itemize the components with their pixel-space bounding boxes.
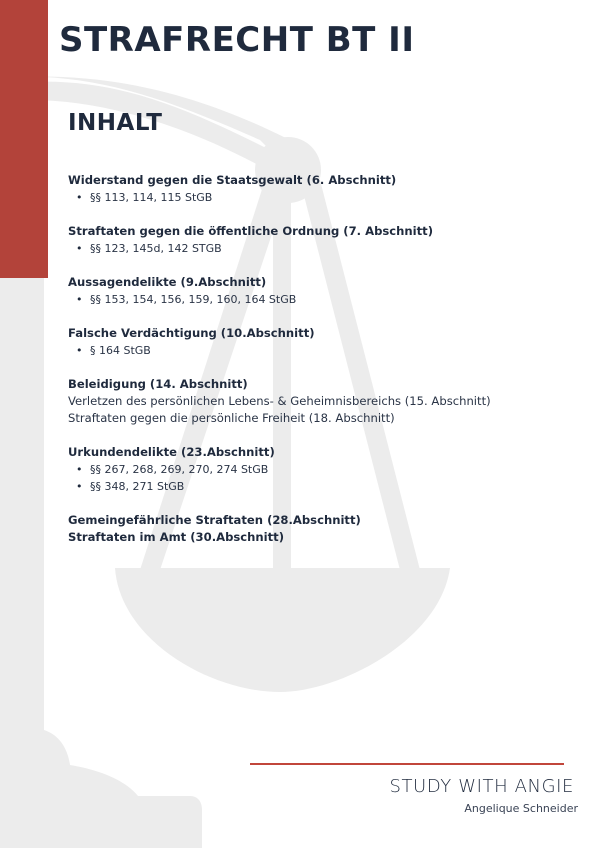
table-of-contents xyxy=(68,172,568,563)
toc-heading: Falsche Verdächtigung (10.Abschnitt) xyxy=(68,326,315,340)
toc-section xyxy=(68,223,568,257)
toc-heading: Straftaten gegen die öffentliche Ordnung (7. Abschnitt) xyxy=(68,224,433,238)
toc-section xyxy=(68,512,568,546)
toc-heading: Gemeingefährliche Straftaten (28.Abschnitt) xyxy=(68,513,361,527)
toc-line: Verletzen des persönlichen Lebens- & Geheimnisbereichs (15. Abschnitt) xyxy=(68,394,491,408)
toc-item: • §§ 113, 114, 115 StGB xyxy=(68,189,568,206)
toc-item: • §§ 348, 271 StGB xyxy=(68,478,568,495)
toc-section xyxy=(68,325,568,359)
author-name: Angelique Schneider xyxy=(464,802,578,815)
toc-section xyxy=(68,172,568,206)
toc-heading: Straftaten im Amt (30.Abschnitt) xyxy=(68,530,285,544)
toc-item: • §§ 153, 154, 156, 159, 160, 164 StGB xyxy=(68,291,568,308)
toc-heading: Urkundendelikte (23.Abschnitt) xyxy=(68,445,275,459)
footer-divider xyxy=(250,763,564,765)
toc-item: • §§ 267, 268, 269, 270, 274 StGB xyxy=(68,461,568,478)
toc-heading: Widerstand gegen die Staatsgewalt (6. Abschnitt) xyxy=(68,173,397,187)
accent-bar xyxy=(0,0,48,278)
toc-section xyxy=(68,274,568,308)
toc-item: • § 164 StGB xyxy=(68,342,568,359)
toc-heading: Beleidigung (14. Abschnitt) xyxy=(68,377,248,391)
toc-section xyxy=(68,376,568,427)
toc-item: • §§ 123, 145d, 142 STGB xyxy=(68,240,568,257)
page-title: STRAFRECHT BT II xyxy=(59,20,415,60)
brand-name: STUDY WITH ANGIE xyxy=(389,776,574,797)
toc-heading: Aussagendelikte (9.Abschnitt) xyxy=(68,275,267,289)
toc-section xyxy=(68,444,568,495)
toc-line: Straftaten gegen die persönliche Freiheit (18. Abschnitt) xyxy=(68,411,395,425)
section-title: INHALT xyxy=(68,110,163,136)
